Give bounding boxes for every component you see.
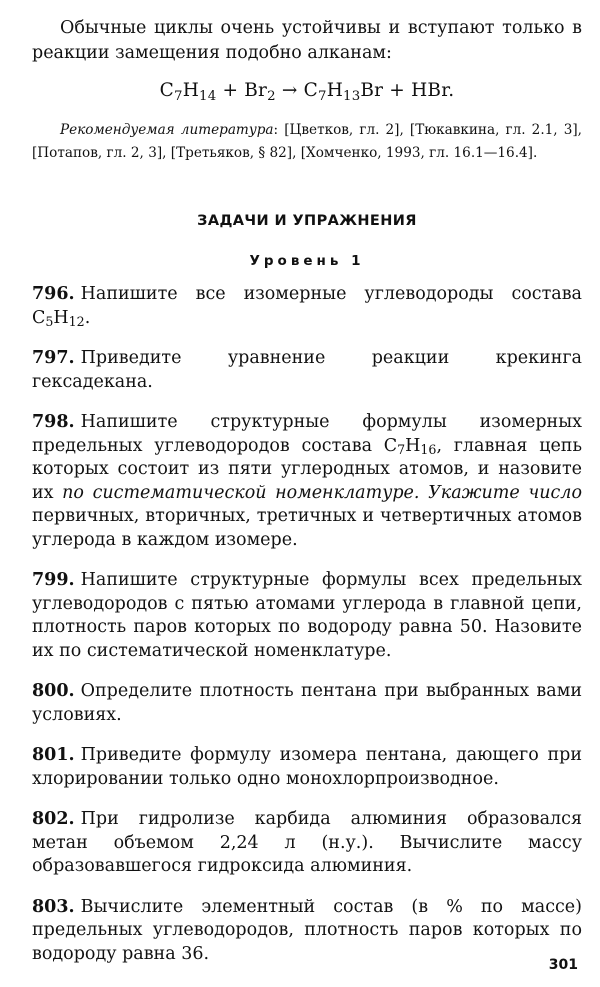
page-number: 301 — [548, 957, 578, 973]
task-799: 799. Напишите структурные формулы всех предельных углеводородов с пятью атомами углерода в главной цепи, плотность паров которых по водороду равна 50. Назовите их по систематической номенклатуре. — [32, 570, 582, 661]
task-number: 797. — [32, 348, 75, 368]
reaction-arrow: → — [275, 80, 304, 101]
product-1: $C_7H_{13}Br$ — [303, 80, 384, 104]
reactant-2: $Br_2$ — [244, 80, 276, 104]
task-803: 803. Вычислите элементный состав (в % по массе) предельных углеводородов, плотность паров которых по водороду равна 36. — [32, 896, 582, 964]
literature-lead: Рекомендуемая литература — [60, 122, 274, 138]
product-2: HBr. — [411, 80, 455, 101]
task-798: 798. Напишите структурные формулы изомерных предельных углеводородов состава $C_7H_{16}$, главная цепь которых состоит из пяти углеродных атомов, и назовите их по систематической номенклатуре. Укажите число первичных, вторичных, третичных и четвертичных атомов углерода в каждом изомере. — [32, 412, 582, 550]
task-797: 797. Приведите уравнение реакции крекинга гексадекана. — [32, 348, 582, 392]
level-title: Уровень 1 — [249, 253, 365, 269]
task-800: 800. Определите плотность пентана при выбранных вами условиях. — [32, 681, 582, 725]
task-802: 802. При гидролизе карбида алюминия образовался метан объемом 2,24 л (н.у.). Вычислите массу образовавшегося гидроксида алюминия. — [32, 809, 582, 876]
task-number: 803. — [32, 896, 75, 917]
intro-paragraph: Обычные циклы очень устойчивы и вступают только в реакции замещения подобно алканам: — [32, 18, 582, 63]
recommended-literature — [32, 119, 582, 165]
section-title: ЗАДАЧИ И УПРАЖНЕНИЯ — [197, 213, 417, 229]
reactant-1: $C_7H_{14}$ — [159, 80, 217, 104]
task-list — [32, 283, 582, 966]
task-number: 801. — [32, 745, 75, 765]
task-number: 800. — [32, 681, 75, 701]
task-number: 802. — [32, 809, 75, 829]
task-796: 796. Напишите все изомерные углеводороды состава $C_5H_{12}$. — [32, 284, 582, 330]
task-801: 801. Приведите формулу изомера пентана, дающего при хлорировании только одно монохлорпроизводное. — [32, 745, 582, 789]
literature-refs: : [Цветков, гл. 2], [Тюкавкина, гл. 2.1, 3], [Потапов, гл. 2, 3], [Третьяков, § 82], [Хомченко, 1993, гл. 16.1—16.4]. — [32, 122, 582, 161]
reaction-equation: $C_7H_{14} + Br_2 \to C_7H_{13}Br$ + HBr. — [159, 80, 455, 104]
task-number: 796. — [32, 284, 75, 304]
task-number: 798. — [32, 412, 75, 432]
task-number: 799. — [32, 570, 75, 590]
